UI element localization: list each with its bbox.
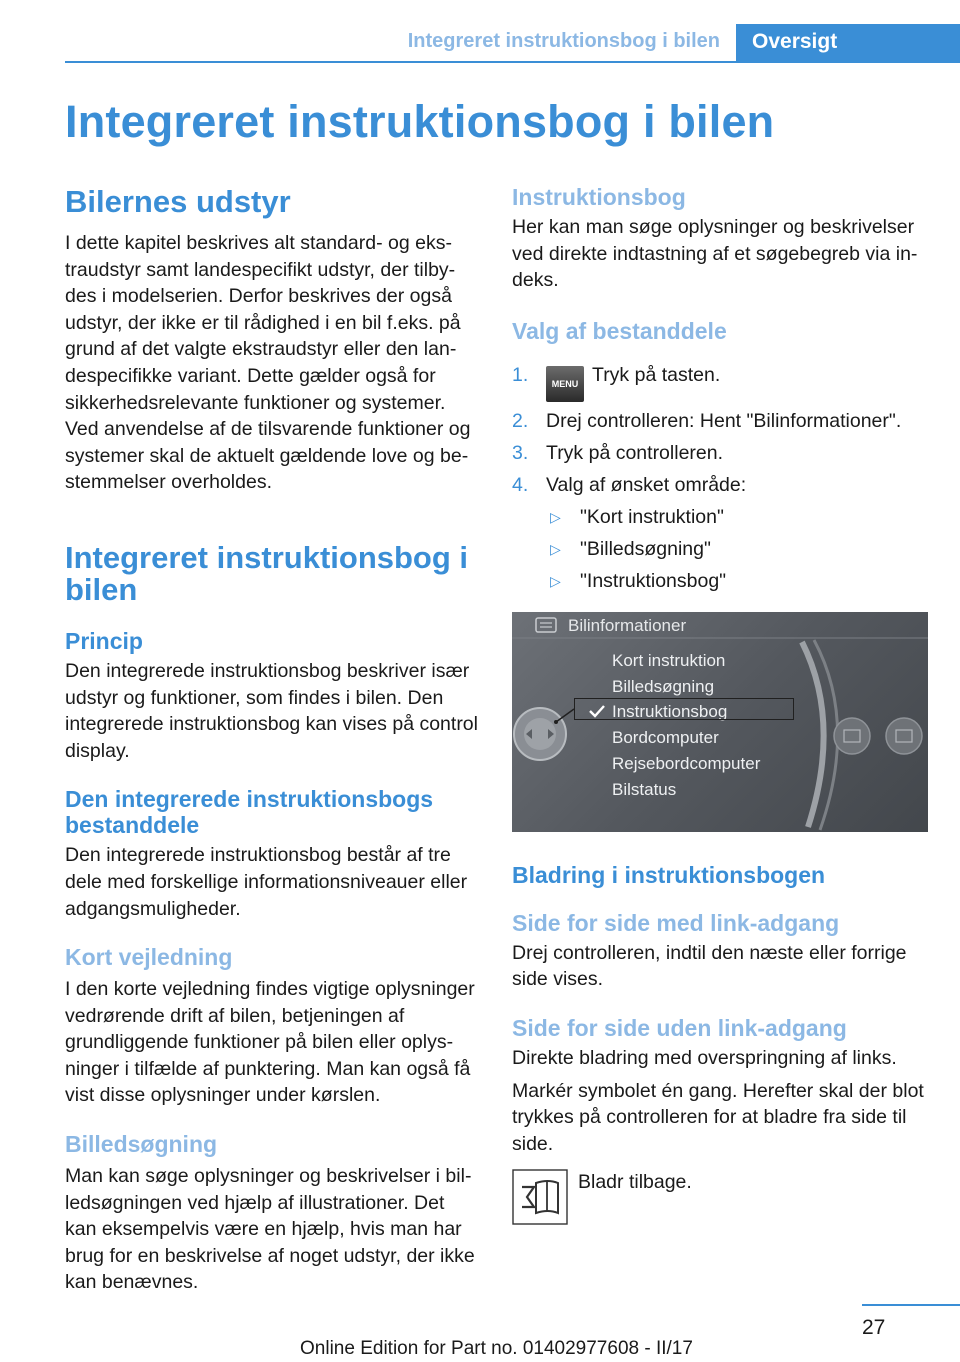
heading-bilernes-udstyr: Bilernes udstyr — [65, 184, 291, 219]
book-back-icon — [512, 1169, 568, 1225]
heading-bladring: Bladring i instruktionsbogen — [512, 861, 826, 888]
list-item — [512, 472, 932, 498]
heading-integreret-instruktionsbog: Integreret instruktionsbog i bilen — [65, 539, 469, 607]
option-text: "Instruktionsbog" — [580, 569, 727, 592]
screen-menu-item: Kort instruktion — [612, 650, 726, 670]
paragraph-bilernes-udstyr: I dette kapitel beskrives alt standard- og ekstraudstyr samt landespecifikt udstyr, der tilbydes i modelserien. Derfor beskrives der også udstyr, der ikke er til rådighed i en bil f.eks. på grund af det valgte ekstraudstyr eller den landespecifikke variant. Dette gælder også for sikkerhedsrelevante funktioner og systemer. Ved anvendelse af de tilsvarende funktioner og systemer skal de aktuelt gældende love og bestemmelser overholdes. — [65, 232, 471, 494]
heading-billedsogning: Billedsøgning — [65, 1131, 218, 1158]
heading-instruktionsbog: Instruktionsbog — [512, 184, 686, 210]
paragraph-side-uden-link-1: Direkte bladring med overspringning af links. — [512, 1046, 897, 1069]
sub-options-list — [546, 504, 932, 594]
heading-princip: Princip — [65, 627, 143, 654]
bladr-tilbage-row — [512, 1169, 932, 1229]
screen-menu-item: Bordcomputer — [612, 728, 719, 748]
paragraph-billedsogning: Man kan søge oplysninger og beskrivelser i billedsøgningen ved hjælp af illustrationer. Det kan eksempelvis være en hjælp, hvis man har brug for en beskrivelse af noget udstyr, der ikke kan benævnes. — [65, 1165, 475, 1294]
step-number: 4. — [512, 473, 529, 496]
header-rule — [65, 61, 960, 63]
heading-side-med-link: Side for side med link-adgang — [512, 909, 840, 936]
step-text: Drej controlleren: Hent "Bilinformationer". — [546, 409, 902, 432]
bladr-tilbage-text: Bladr tilbage. — [578, 1171, 692, 1194]
step-text: Tryk på controlleren. — [546, 441, 724, 464]
paragraph-bestanddele: Den integrerede instruktionsbog består af tre dele med forskellige informationsniveauer eller adgangsmuligheder. — [65, 844, 468, 920]
paragraph-instruktionsbog: Her kan man søge oplysninger og beskrivelser ved direkte indtastning af et søgebegreb via indeks. — [512, 216, 918, 292]
right-column — [512, 184, 932, 1229]
heading-kort-vejledning: Kort vejledning — [65, 944, 233, 971]
list-item — [512, 408, 932, 434]
page-number: 27 — [862, 1316, 886, 1339]
heading-side-uden-link: Side for side uden link-adgang — [512, 1014, 847, 1041]
header-section-tab: Oversigt — [736, 24, 960, 62]
footer-rule — [862, 1304, 960, 1306]
steps-list — [512, 362, 932, 498]
screen-selection-highlight — [574, 698, 794, 720]
menu-button-icon: MENU — [546, 366, 584, 402]
triangle-bullet-icon: ▷ — [550, 540, 561, 557]
screen-menu-item: Instruktionsbog — [612, 702, 728, 722]
screen-menu-item: Bilstatus — [612, 779, 677, 799]
screen-menu-list — [612, 648, 760, 803]
step-number: 2. — [512, 409, 529, 432]
list-item — [512, 440, 932, 466]
screen-menu-item: Billedsøgning — [612, 676, 715, 696]
paragraph-princip: Den integrerede instruktionsbog beskriver især udstyr og funktioner, som findes i bilen. Den integrerede instruktionsbog kan vises på control display. — [65, 659, 478, 762]
paragraph-kort-vejledning: I den korte vejledning findes vigtige oplysninger vedrørende drift af bilen, betjeningen af grundliggende funktioner på bilen eller oplysninger i tilfælde af punktering. Man kan også få vist disse oplysninger under kørslen. — [65, 978, 475, 1107]
edition-footer: Online Edition for Part no. 01402977608 - II/17 — [300, 1338, 693, 1359]
running-header — [0, 0, 960, 62]
left-column — [65, 184, 480, 1296]
list-item — [546, 504, 932, 530]
option-text: "Kort instruktion" — [580, 505, 724, 528]
heading-bestanddele: Den integrerede instruktionsbogs bestanddele — [65, 786, 434, 839]
triangle-bullet-icon: ▷ — [550, 508, 561, 525]
heading-valg-af-bestanddele: Valg af bestanddele — [512, 317, 727, 344]
screen-title: Bilinformationer — [568, 615, 687, 635]
step-number: 3. — [512, 441, 529, 464]
paragraph-side-uden-link-2: Markér symbolet én gang. Herefter skal der blot trykkes på controlleren for at bladre fra side til side. — [512, 1079, 924, 1155]
page-title: Integreret instruktionsbog i bilen — [65, 96, 775, 147]
idrive-screen-image — [512, 612, 928, 832]
screen-menu-item: Rejsebordcomputer — [612, 753, 761, 773]
list-item — [512, 362, 932, 402]
list-item — [546, 568, 932, 594]
paragraph-side-med-link: Drej controlleren, indtil den næste eller forrige side vises. — [512, 941, 907, 991]
step-number: 1. — [512, 363, 529, 386]
option-text: "Billedsøgning" — [580, 537, 711, 560]
step-text: Tryk på tasten. — [592, 363, 721, 386]
step-text: Valg af ønsket område: — [546, 473, 747, 496]
triangle-bullet-icon: ▷ — [550, 572, 561, 589]
list-item — [546, 536, 932, 562]
header-chapter-title: Integreret instruktionsbog i bilen — [407, 30, 720, 52]
